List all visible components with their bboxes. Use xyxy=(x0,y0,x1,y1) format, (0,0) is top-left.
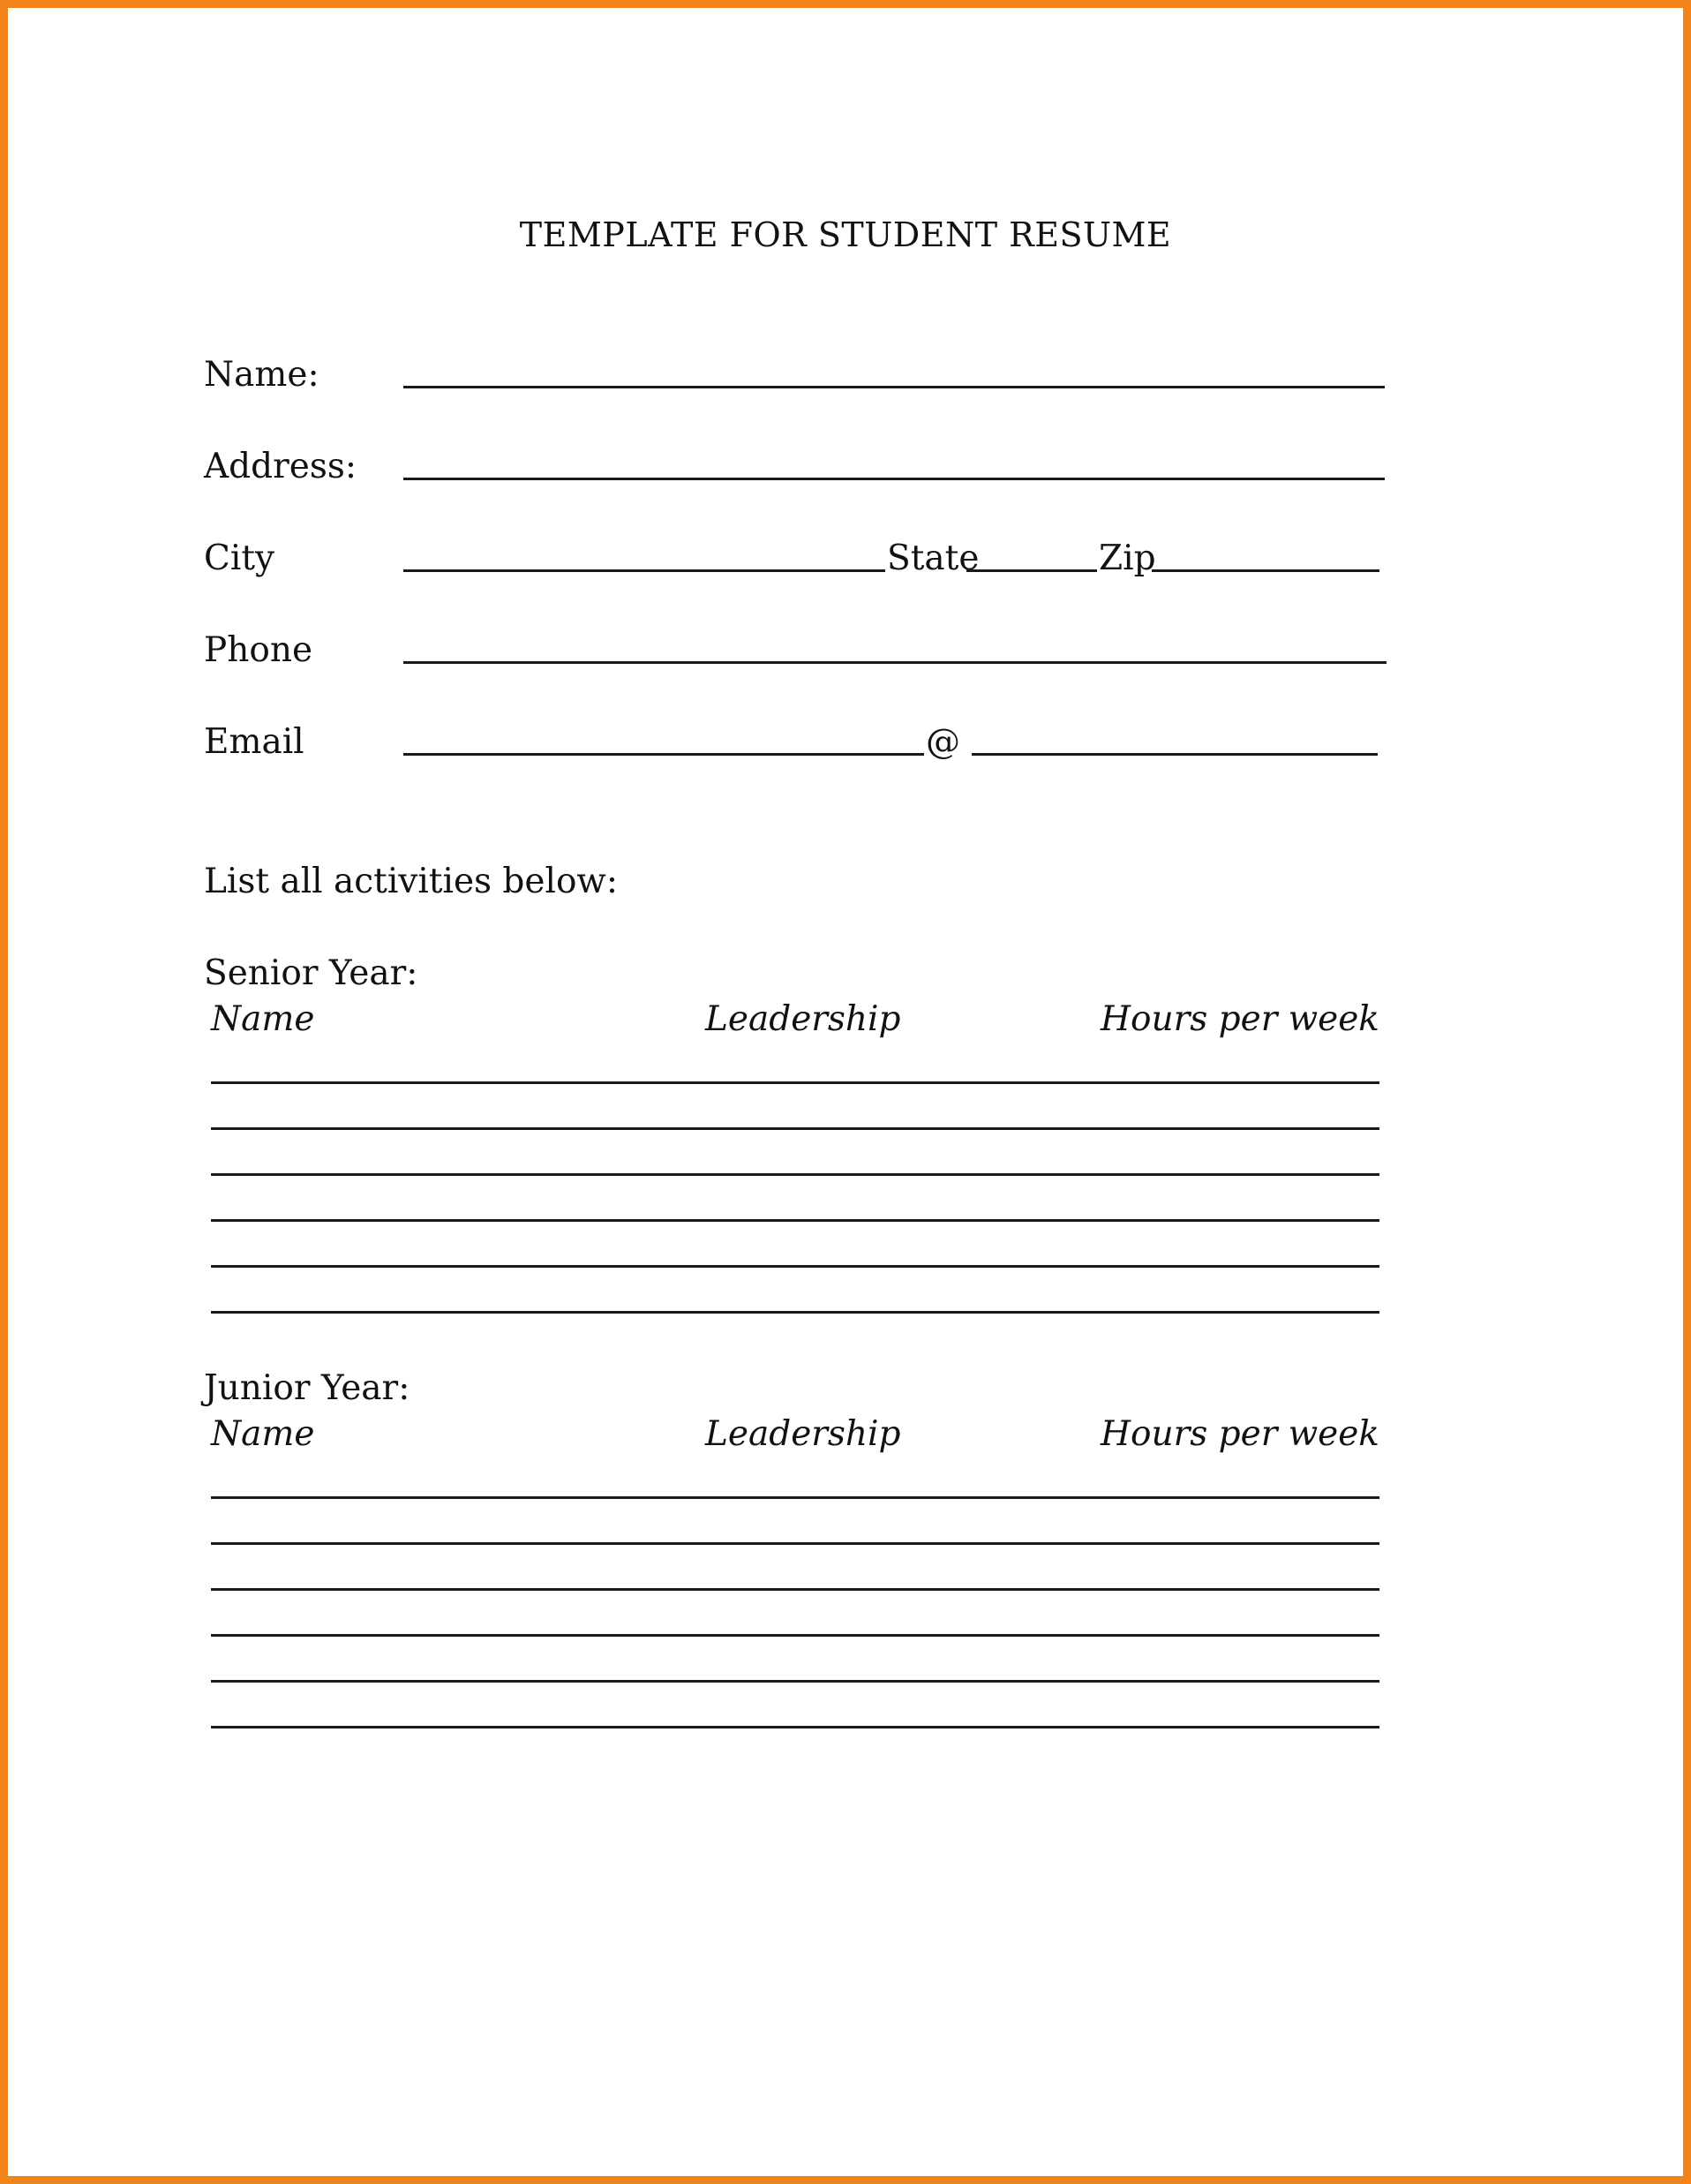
junior-activity-line[interactable] xyxy=(211,1726,1379,1728)
senior-activity-line[interactable] xyxy=(211,1173,1379,1176)
city-field-line[interactable] xyxy=(403,569,885,572)
senior-column-name: Name xyxy=(211,999,315,1039)
senior-year-heading: Senior Year: xyxy=(204,953,418,993)
junior-column-name: Name xyxy=(211,1414,315,1454)
senior-column-hours: Hours per week xyxy=(1101,999,1379,1039)
junior-year-heading: Junior Year: xyxy=(204,1368,410,1408)
email-at-sign: @ xyxy=(926,722,960,762)
phone-label: Phone xyxy=(204,630,313,670)
city-label: City xyxy=(204,538,275,578)
senior-activity-line[interactable] xyxy=(211,1081,1379,1084)
name-label: Name: xyxy=(204,355,319,395)
page-title: TEMPLATE FOR STUDENT RESUME xyxy=(519,215,1172,254)
activities-intro: List all activities below: xyxy=(204,862,618,901)
email-label: Email xyxy=(204,722,304,762)
zip-label: Zip xyxy=(1099,538,1156,578)
state-label: State xyxy=(887,538,980,578)
junior-activity-line[interactable] xyxy=(211,1496,1379,1499)
zip-field-line[interactable] xyxy=(1152,569,1379,572)
email-domain-field-line[interactable] xyxy=(972,753,1378,756)
address-field-line[interactable] xyxy=(403,478,1385,480)
senior-activity-line[interactable] xyxy=(211,1265,1379,1268)
junior-activity-line[interactable] xyxy=(211,1680,1379,1683)
address-label: Address: xyxy=(204,447,357,486)
junior-column-leadership: Leadership xyxy=(705,1414,901,1454)
senior-activity-line[interactable] xyxy=(211,1219,1379,1222)
junior-activity-line[interactable] xyxy=(211,1588,1379,1591)
phone-field-line[interactable] xyxy=(403,661,1387,664)
senior-activity-line[interactable] xyxy=(211,1311,1379,1314)
state-field-line[interactable] xyxy=(966,569,1097,572)
junior-activity-line[interactable] xyxy=(211,1542,1379,1545)
junior-column-hours: Hours per week xyxy=(1101,1414,1379,1454)
senior-activity-line[interactable] xyxy=(211,1127,1379,1130)
senior-column-leadership: Leadership xyxy=(705,999,901,1039)
junior-activity-line[interactable] xyxy=(211,1634,1379,1637)
email-user-field-line[interactable] xyxy=(403,753,924,756)
name-field-line[interactable] xyxy=(403,386,1385,388)
